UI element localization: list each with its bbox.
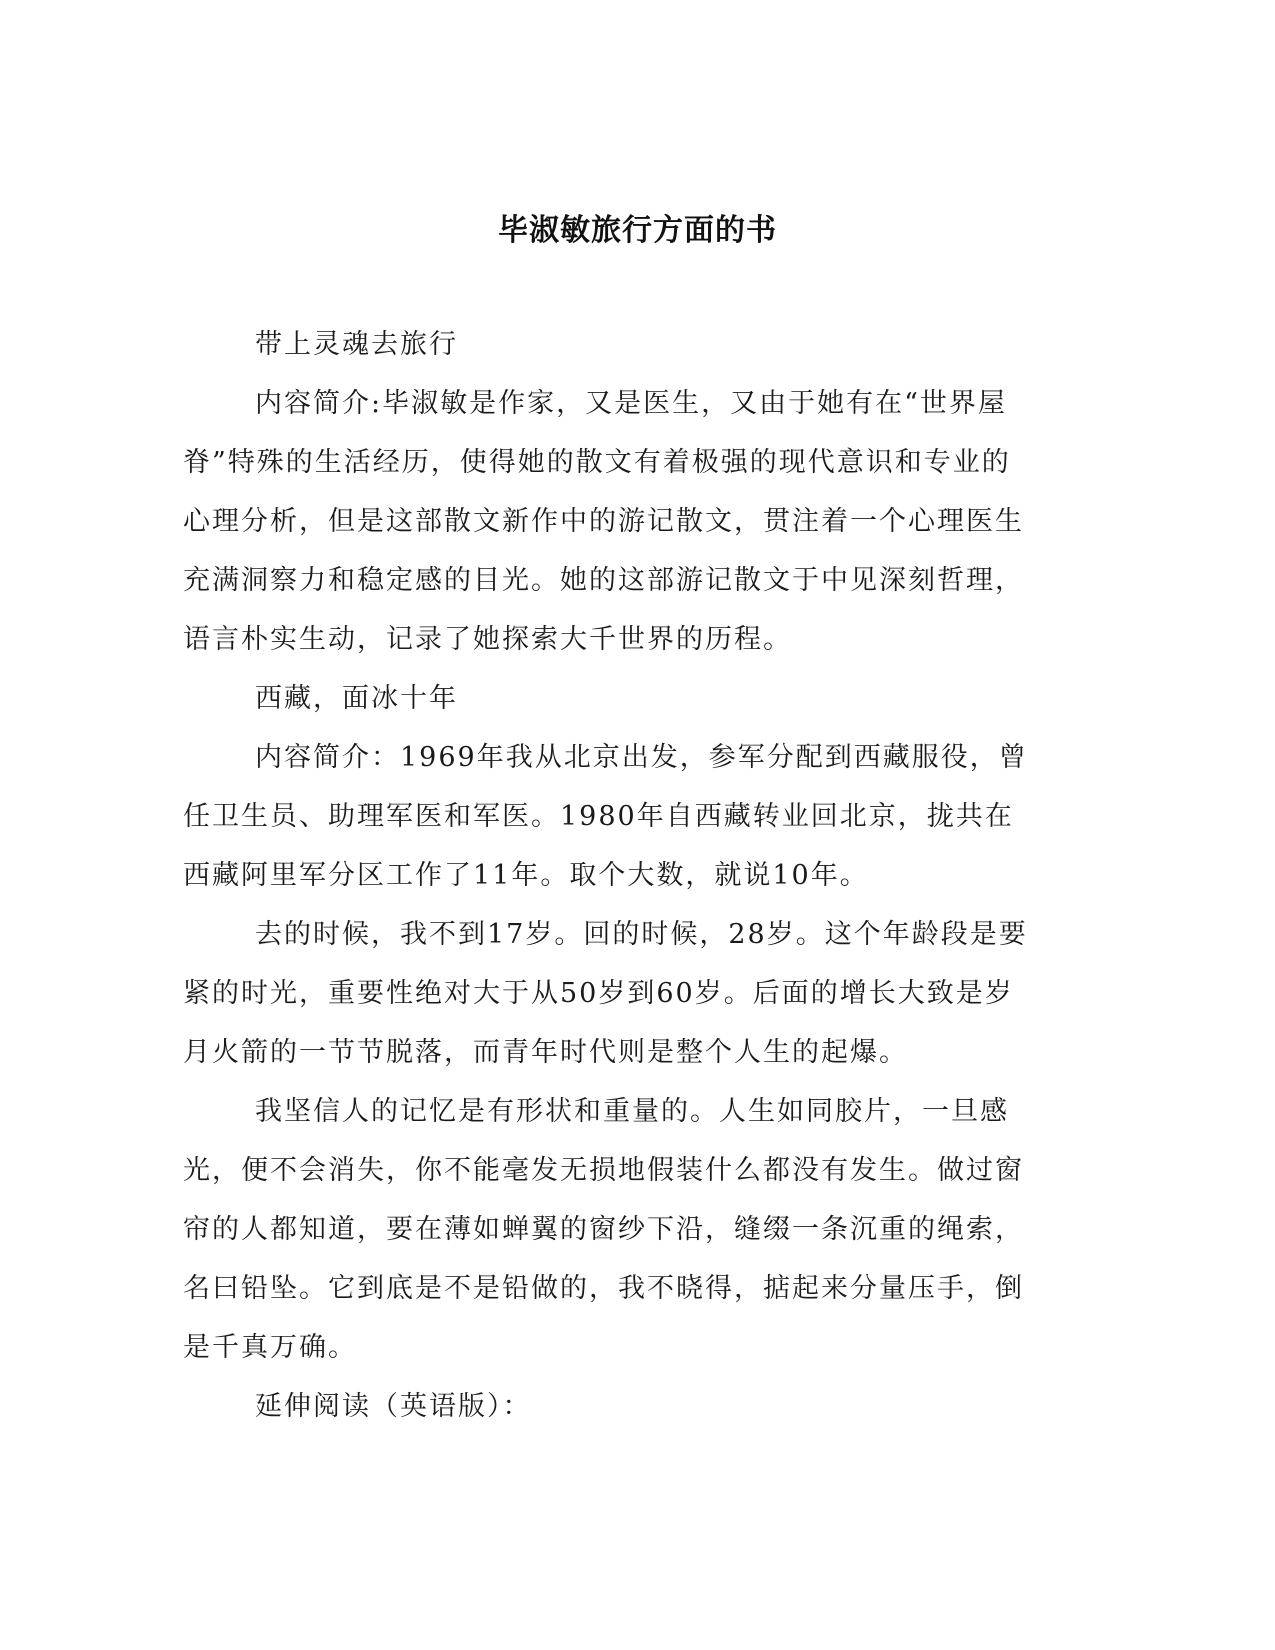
book-summary-1: 内容简介:毕淑敏是作家，又是医生，又由于她有在“世界屋脊”特殊的生活经历，使得她的散文有着极强的现代意识和专业的心理分析，但是这部散文新作中的游记散文，贯注着一个心理医生充满洞察力和稳定感的目光。她的这部游记散文于中见深刻哲理，语言朴实生动，记录了她探索大千世界的历程。 [183,388,1024,655]
book-title-2: 西藏，面冰十年 [255,683,458,714]
body-paragraph: 我坚信人的记忆是有形状和重量的。人生如同胶片，一旦感光，便不会消失，你不能毫发无损地假装什么都没有发生。做过窗帘的人都知道，要在薄如蝉翼的窗纱下沿，缝缀一条沉重的绳索，名曰铅坠。它到底是不是铅做的，我不晓得，掂起来分量压手，倒是千真万确。 [183,1096,1024,1363]
body-paragraph: 去的时候，我不到17岁。回的时候，28岁。这个年龄段是要紧的时光，重要性绝对大于从50岁到60岁。后面的增长大致是岁月火箭的一节节脱落，而青年时代则是整个人生的起爆。 [183,919,1028,1068]
book-title-1: 带上灵魂去旅行 [255,329,458,360]
document-body [183,315,1033,1436]
document-title: 毕淑敏旅行方面的书 [498,213,777,248]
book-summary-2: 内容简介：1969年我从北京出发，参军分配到西藏服役，曾任卫生员、助理军医和军医。1980年自西藏转业回北京，拢共在西藏阿里军分区工作了11年。取个大数，就说10年。 [183,742,1028,891]
extended-reading-heading: 延伸阅读（英语版）： [255,1391,532,1422]
